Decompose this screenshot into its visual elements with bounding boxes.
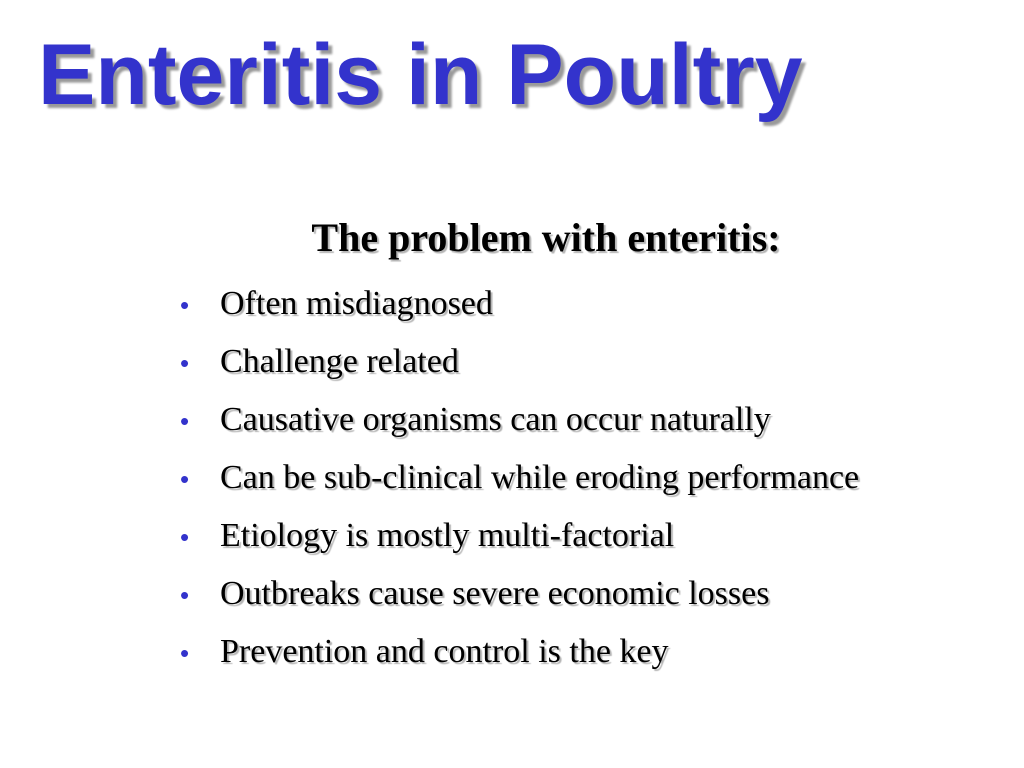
bullet-item bbox=[180, 391, 859, 449]
bullet-point-icon: • bbox=[180, 580, 190, 610]
bullet-point-icon: • bbox=[180, 406, 190, 436]
bullet-text: Can be sub-clinical while eroding performance bbox=[220, 459, 860, 496]
bullet-item bbox=[180, 333, 859, 391]
bullet-point-icon: • bbox=[180, 638, 190, 668]
bullet-item bbox=[180, 449, 859, 507]
bullet-point-icon: • bbox=[180, 464, 190, 494]
bullet-point-icon: • bbox=[180, 522, 190, 552]
bullet-text: Etiology is mostly multi-factorial bbox=[220, 517, 675, 554]
bullet-point-icon: • bbox=[180, 290, 190, 320]
bullet-text: Challenge related bbox=[220, 343, 459, 380]
bullet-text: Often misdiagnosed bbox=[220, 285, 493, 322]
bullet-item bbox=[180, 565, 859, 623]
bullet-text: Causative organisms can occur naturally bbox=[220, 401, 771, 438]
bullet-item bbox=[180, 623, 859, 681]
slide-subheading: The problem with enteritis: bbox=[311, 215, 781, 260]
bullet-point-icon: • bbox=[180, 348, 190, 378]
bullet-item bbox=[180, 507, 859, 565]
bullet-text: Prevention and control is the key bbox=[220, 633, 669, 670]
bullet-list bbox=[180, 275, 859, 681]
bullet-text: Outbreaks cause severe economic losses bbox=[220, 575, 770, 612]
slide-title: Enteritis in Poultry bbox=[38, 27, 803, 123]
bullet-item bbox=[180, 275, 859, 333]
